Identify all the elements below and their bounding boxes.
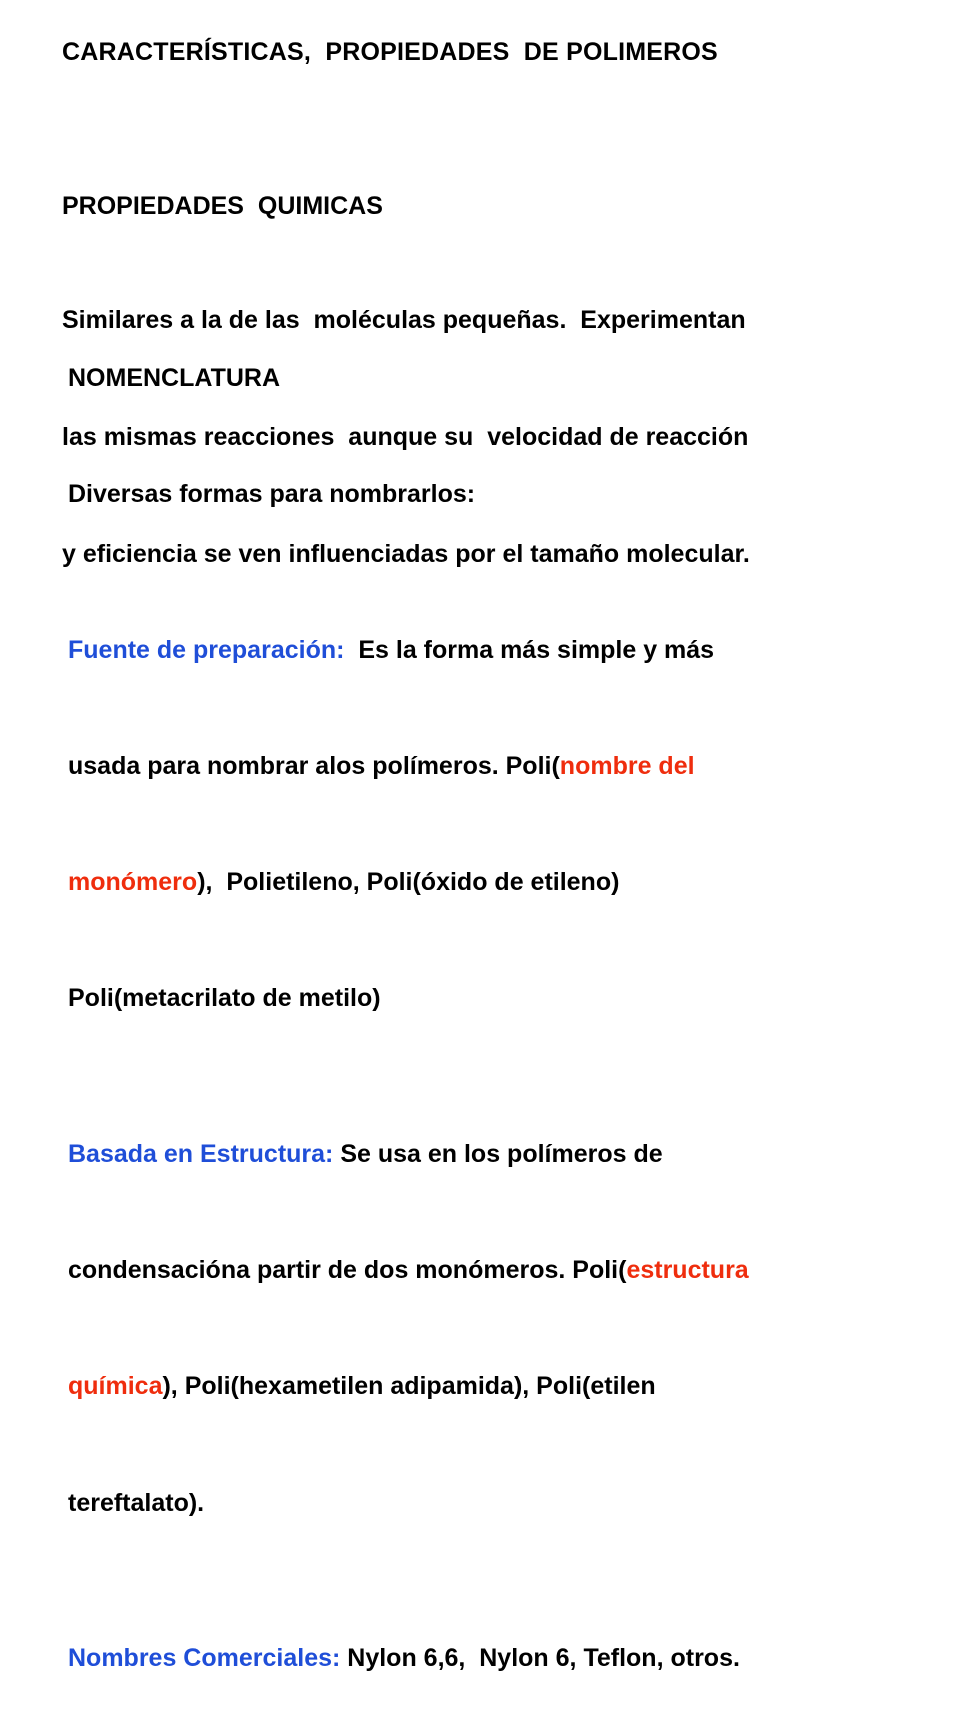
fuente-line-3 [68,863,749,901]
estructura-text-2a: condensacióna partir de dos monómeros. Poli( [68,1256,627,1285]
nomenclatura-heading: NOMENCLATURA [68,364,281,392]
estructura-text-2b: estructura [626,1256,749,1285]
fuente-text-3a: monómero [68,868,198,897]
comerciales-text: Nylon 6,6, Nylon 6, Teflon, otros. [340,1643,740,1672]
comerciales-line [68,1639,749,1677]
propiedades-quimicas-line-2: las mismas reacciones aunque su velocidad de reacción [62,423,749,451]
nomenclatura-intro: Diversas formas para nombrarlos: [68,480,476,509]
propiedades-quimicas-heading: PROPIEDADES QUIMICAS [62,192,383,220]
propiedades-quimicas-line-3: y eficiencia se ven influenciadas por el tamaño molecular. [62,540,750,568]
estructura-text-1: Se usa en los polímeros de [333,1139,663,1168]
nomenclatura-section [68,281,749,1716]
estructura-label: Basada en Estructura: [68,1139,334,1168]
estructura-line-3 [68,1367,749,1405]
estructura-line-2 [68,1251,749,1289]
estructura-line-1 [68,1135,749,1173]
comerciales-label: Nombres Comerciales: [68,1643,341,1672]
fuente-line-4: Poli(metacrilato de metilo) [68,984,381,1013]
fuente-line-2 [68,747,749,785]
fuente-label: Fuente de preparación: [68,635,345,664]
slide-title: CARACTERÍSTICAS, PROPIEDADES DE POLIMEROS [62,38,718,66]
fuente-text-3b: ), Polietileno, Poli(óxido de etileno) [197,868,620,897]
fuente-line-1 [68,631,749,669]
fuente-text-2b: nombre del [559,751,695,780]
estructura-text-3a: química [68,1372,163,1401]
fuente-text-1: Es la forma más simple y más [344,635,715,664]
propiedades-quimicas-line-1: Similares a la de las moléculas pequeñas. Experimentan [62,306,746,334]
fuente-text-2a: usada para nombrar alos polímeros. Poli( [68,751,560,780]
estructura-text-3b: ), Poli(hexametilen adipamida), Poli(etilen [162,1372,656,1401]
estructura-line-4: tereftalato). [68,1488,205,1517]
